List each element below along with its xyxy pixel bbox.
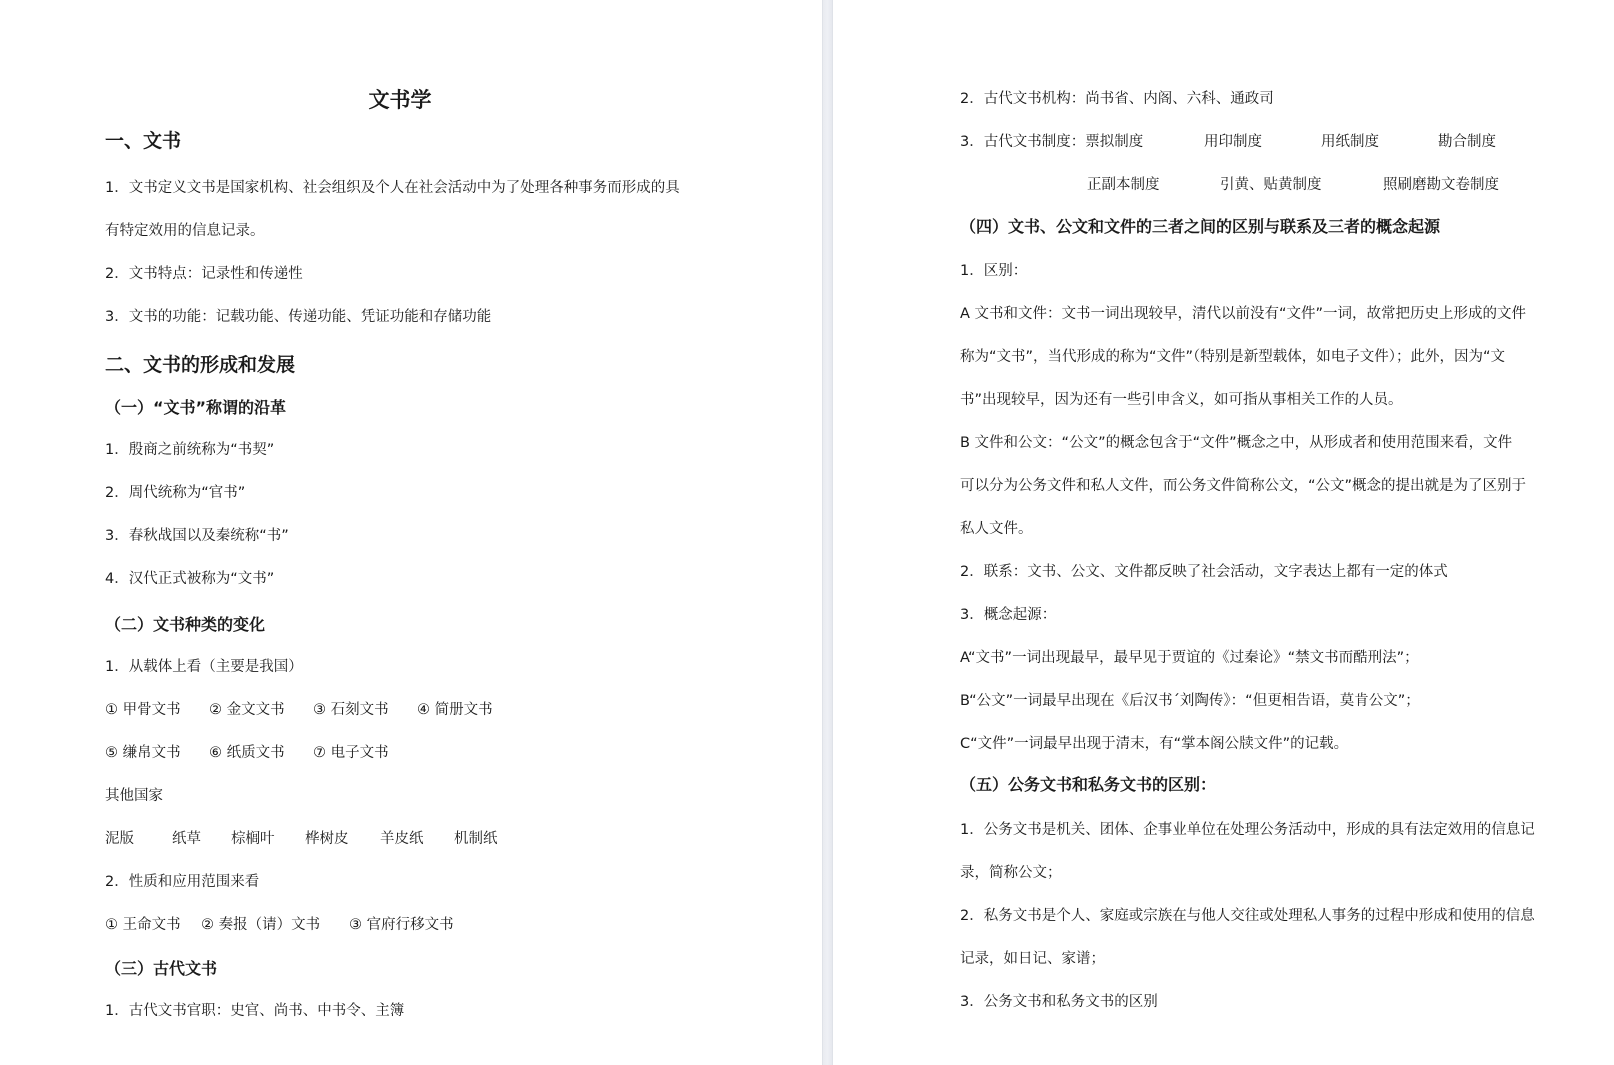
material-parchment: 羊皮纸 xyxy=(380,831,424,847)
material-machine-paper: 机制纸 xyxy=(454,831,498,847)
origin-b: B“公文”一词最早出现在《后汉书ˊ刘陶传》：“但更相告语，莫肯公文”； xyxy=(960,693,1420,709)
nature-official-transfer: ③ 官府行移文书 xyxy=(349,917,454,933)
material-papyrus: 纸草 xyxy=(172,831,201,847)
system-yellow-slip: 引黄、贴黄制度 xyxy=(1220,177,1322,193)
material-palm-leaf: 棕榈叶 xyxy=(231,831,275,847)
subsection-heading-types: （二）文书种类的变化 xyxy=(105,615,266,634)
nature-memorial: ② 奏报（请）文书 xyxy=(201,917,321,933)
system-seal: 用印制度 xyxy=(1204,134,1262,150)
origin-c: C“文件”一词最早出现于清末，有“掌本阁公牍文件”的记载。 xyxy=(960,736,1349,752)
subsection-heading-distinction: （四）文书、公文和文件的三者之间的区别与联系及三者的概念起源 xyxy=(960,217,1441,236)
difference-a-line-3: 书”出现较早，因为还有一些引申含义，如可指从事相关工作的人员。 xyxy=(960,392,1403,408)
carrier-paper: ⑥ 纸质文书 xyxy=(209,745,285,761)
functions-item: 3．文书的功能：记载功能、传递功能、凭证功能和存储功能 xyxy=(105,309,492,325)
subsection-heading-terminology: （一）“文书”称谓的沿革 xyxy=(105,398,287,417)
ancient-systems-label: 3．古代文书制度：票拟制度 xyxy=(960,134,1144,150)
carrier-electronic: ⑦ 电子文书 xyxy=(313,745,389,761)
ancient-officials-item: 1．古代文书官职：史官、尚书、中书令、主簿 xyxy=(105,1003,405,1019)
terminology-item-3: 3．春秋战国以及秦统称“书” xyxy=(105,528,289,544)
section-heading-formation: 二、文书的形成和发展 xyxy=(105,354,296,376)
section-heading-documents: 一、文书 xyxy=(105,130,182,152)
difference-b-line-1: B 文件和公文：“公文”的概念包含于“文件”概念之中，从形成者和使用范围来看，文件 xyxy=(960,435,1513,451)
other-countries-label: 其他国家 xyxy=(105,788,163,804)
types-item-1: 1．从载体上看（主要是我国） xyxy=(105,659,303,675)
difference-a-line-2: 称为“文书”，当代形成的称为“文件”（特别是新型载体，如电子文件）；此外，因为“文 xyxy=(960,349,1506,365)
system-audit: 照刷磨勘文卷制度 xyxy=(1383,177,1499,193)
carrier-stone: ③ 石刻文书 xyxy=(313,702,389,718)
private-doc-line-2: 记录，如日记、家谱； xyxy=(960,951,1105,967)
types-item-2: 2．性质和应用范围来看 xyxy=(105,874,260,890)
system-copy: 正副本制度 xyxy=(1087,177,1160,193)
system-paper: 用纸制度 xyxy=(1321,134,1379,150)
carrier-silk: ⑤ 缣帛文书 xyxy=(105,745,181,761)
official-private-difference-item: 3．公务文书和私务文书的区别 xyxy=(960,994,1158,1010)
right-page xyxy=(833,0,1614,1065)
characteristics-item: 2．文书特点：记录性和传递性 xyxy=(105,266,303,282)
origin-label: 3．概念起源： xyxy=(960,607,1057,623)
official-doc-line-2: 录，简称公文； xyxy=(960,865,1062,881)
nature-royal-decree: ① 王命文书 xyxy=(105,917,181,933)
material-clay-tablet: 泥版 xyxy=(105,831,134,847)
origin-a: A“文书”一词出现最早，最早见于贾谊的《过秦论》“禁文书而酷刑法”； xyxy=(960,650,1419,666)
subsection-heading-ancient: （三）古代文书 xyxy=(105,959,218,978)
carrier-oracle-bone: ① 甲骨文书 xyxy=(105,702,181,718)
ancient-institutions-item: 2．古代文书机构：尚书省、内阁、六科、通政司 xyxy=(960,91,1274,107)
terminology-item-1: 1．殷商之前统称为“书契” xyxy=(105,442,275,458)
terminology-item-2: 2．周代统称为“官书” xyxy=(105,485,246,501)
carrier-bamboo: ④ 简册文书 xyxy=(417,702,493,718)
difference-b-line-3: 私人文件。 xyxy=(960,521,1033,537)
difference-label: 1．区别： xyxy=(960,263,1028,279)
subsection-heading-official-private: （五）公务文书和私务文书的区别： xyxy=(960,775,1217,794)
official-doc-line-1: 1．公务文书是机关、团体、企事业单位在处理公务活动中，形成的具有法定效用的信息记 xyxy=(960,822,1535,838)
private-doc-line-1: 2．私务文书是个人、家庭或宗族在与他人交往或处理私人事务的过程中形成和使用的信息 xyxy=(960,908,1535,924)
system-tally: 勘合制度 xyxy=(1438,134,1496,150)
page-gutter xyxy=(822,0,833,1065)
document-title: 文书学 xyxy=(368,88,432,112)
difference-a-line-1: A 文书和文件：文书一词出现较早，清代以前没有“文件”一词，故常把历史上形成的文件 xyxy=(960,306,1527,322)
relation-item: 2．联系：文书、公文、文件都反映了社会活动，文字表达上都有一定的体式 xyxy=(960,564,1448,580)
definition-line-1: 1．文书定义文书是国家机构、社会组织及个人在社会活动中为了处理各种事务而形成的具 xyxy=(105,180,680,196)
carrier-bronze: ② 金文文书 xyxy=(209,702,285,718)
definition-line-2: 有特定效用的信息记录。 xyxy=(105,223,265,239)
terminology-item-4: 4．汉代正式被称为“文书” xyxy=(105,571,275,587)
material-birch-bark: 桦树皮 xyxy=(305,831,349,847)
difference-b-line-2: 可以分为公务文件和私人文件，而公务文件简称公文，“公文”概念的提出就是为了区别于 xyxy=(960,478,1527,494)
